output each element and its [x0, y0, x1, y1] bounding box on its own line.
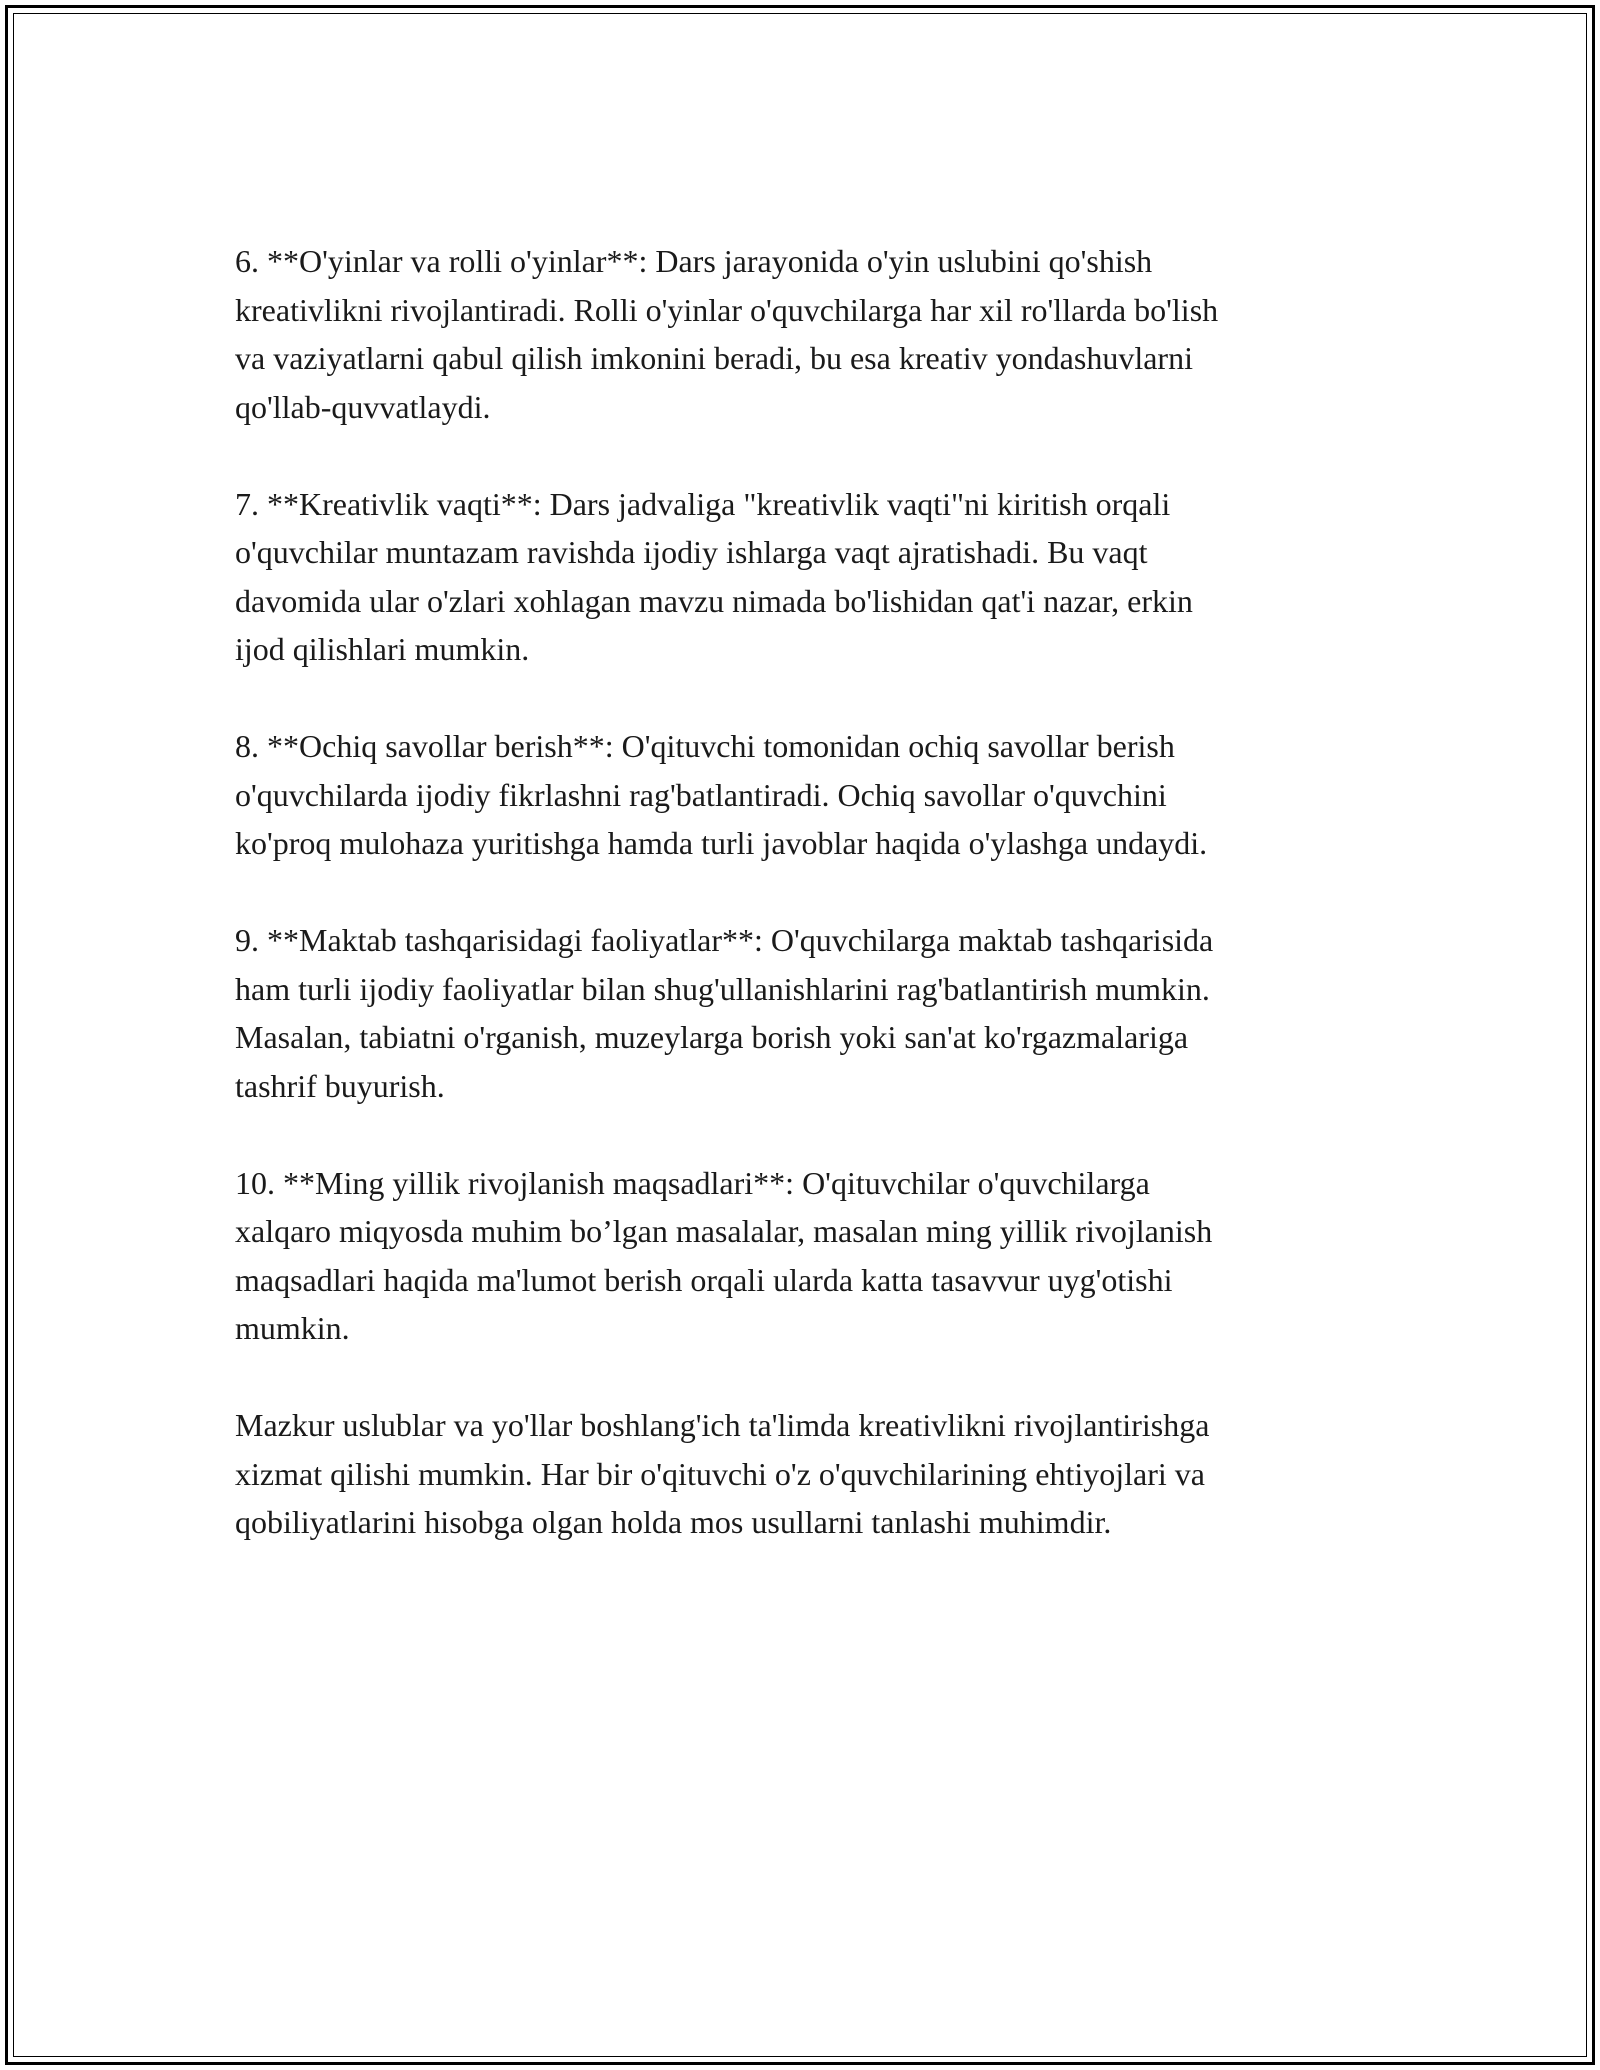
paragraph-item-8: 8. **Ochiq savollar berish**: O'qituvchi tomonidan ochiq savollar berish o'quvchilarda ijodiy fikrlashni rag'batlantiradi. Ochiq savollar o'quvchini ko'proq mulohaza yuritishga hamda turli javoblar haqida o'ylashga undaydi. [235, 728, 1208, 861]
document-body [235, 237, 1365, 1547]
paragraph-item-7: 7. **Kreativlik vaqti**: Dars jadvaliga "kreativlik vaqti"ni kiritish orqali o'quvchilar muntazam ravishda ijodiy ishlarga vaqt ajratishadi. Bu vaqt davomida ular o'zlari xohlagan mavzu nimada bo'lishidan qat'i nazar, erkin ijod qilishlari mumkin. [235, 485, 1193, 667]
paragraph-item-9: 9. **Maktab tashqarisidagi faoliyatlar**: O'quvchilarga maktab tashqarisida ham turli ijodiy faoliyatlar bilan shug'ullanishlarini rag'batlantirish mumkin. Masalan, tabiatni o'rganish, muzeylarga borish yoki san'at ko'rgazmalariga tashrif buyurish. [235, 922, 1214, 1104]
paragraph-conclusion: Mazkur uslublar va yo'llar boshlang'ich ta'limda kreativlikni rivojlantirishga xizmat qilishi mumkin. Har bir o'qituvchi o'z o'quvchilarining ehtiyojlari va qobiliyatlarini hisobga olgan holda mos usullarni tanlashi muhimdir. [235, 1407, 1210, 1540]
paragraph-item-6: 6. **O'yinlar va rolli o'yinlar**: Dars jarayonida o'yin uslubini qo'shish kreativlikni rivojlantiradi. Rolli o'yinlar o'quvchilarga har xil ro'llarda bo'lish va vaziyatlarni qabul qilish imkonini beradi, bu esa kreativ yondashuvlarni qo'llab-quvvatlaydi. [235, 243, 1219, 425]
paragraph-item-10: 10. **Ming yillik rivojlanish maqsadlari**: O'qituvchilar o'quvchilarga xalqaro miqyosda muhim bo’lgan masalalar, masalan ming yillik rivojlanish maqsadlari haqida ma'lumot berish orqali ularda katta tasavvur uyg'otishi mumkin. [235, 1164, 1213, 1346]
